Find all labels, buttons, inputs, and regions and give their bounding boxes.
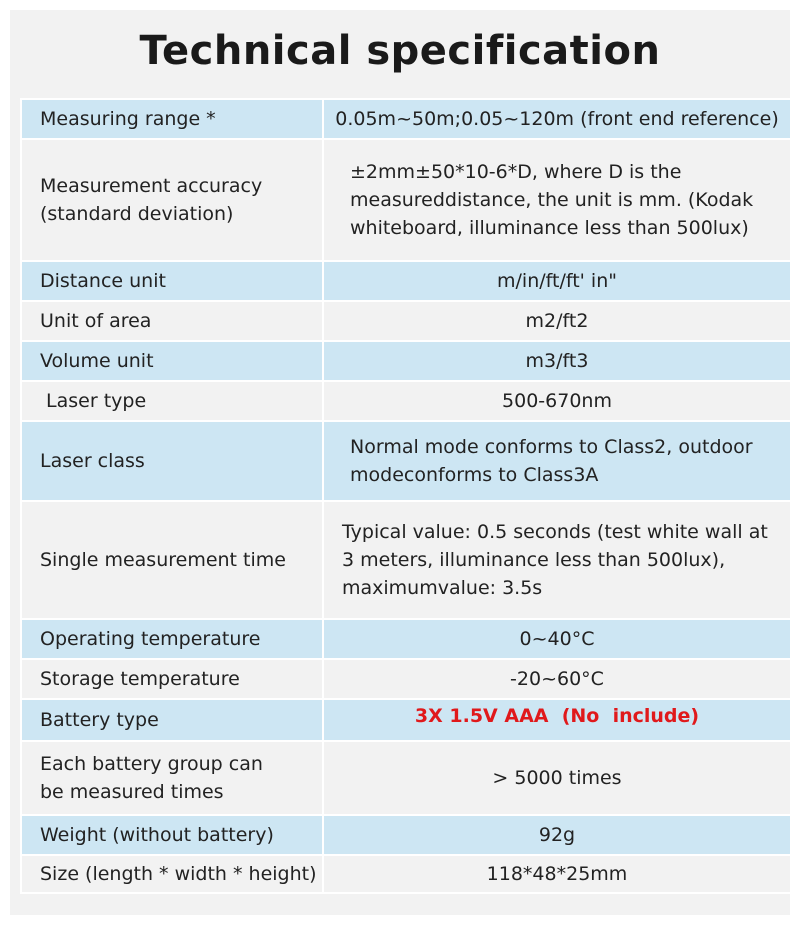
row-value: 500-670nm [323, 381, 791, 421]
row-value: ±2mm±50*10-6*D, where D is the measureddistance, the unit is mm. (Kodak whiteboard, illuminance less than 500lux) [323, 139, 791, 261]
table-row [21, 815, 791, 855]
row-label: Storage temperature [21, 659, 323, 699]
table-row [21, 261, 791, 301]
row-label: Volume unit [21, 341, 323, 381]
row-value: -20~60°C [323, 659, 791, 699]
row-value: m/in/ft/ft' in" [323, 261, 791, 301]
row-label: Single measurement time [21, 501, 323, 619]
row-value: 0.05m~50m;0.05~120m (front end reference) [323, 99, 791, 139]
table-row [21, 139, 791, 261]
table-row [21, 741, 791, 815]
row-value: 0~40°C [323, 619, 791, 659]
table-row [21, 699, 791, 741]
row-value: > 5000 times [323, 741, 791, 815]
table-row [21, 421, 791, 501]
row-label: Size (length * width * height) [21, 855, 323, 893]
row-label: Weight (without battery) [21, 815, 323, 855]
row-label: Battery type [21, 699, 323, 741]
page-title: Technical specification [139, 28, 661, 74]
row-label: Laser class [21, 421, 323, 501]
table-row [21, 659, 791, 699]
battery-type-value: 3X 1.5V AAA (No include) [414, 705, 700, 727]
row-label: Measurement accuracy (standard deviation) [21, 139, 323, 261]
row-value: 92g [323, 815, 791, 855]
battery-value-cell [323, 699, 791, 741]
spec-table [20, 98, 792, 894]
table-row [21, 99, 791, 139]
row-value: m2/ft2 [323, 301, 791, 341]
row-value: 118*48*25mm [323, 855, 791, 893]
row-value: Normal mode conforms to Class2, outdoor modeconforms to Class3A [323, 421, 791, 501]
table-row [21, 855, 791, 893]
row-label: Distance unit [21, 261, 323, 301]
table-row [21, 341, 791, 381]
table-row [21, 301, 791, 341]
row-label: Laser type [21, 381, 323, 421]
row-label: Measuring range * [21, 99, 323, 139]
spec-sheet [10, 10, 790, 915]
row-label: Operating temperature [21, 619, 323, 659]
table-row [21, 501, 791, 619]
row-value: Typical value: 0.5 seconds (test white wall at 3 meters, illuminance less than 500lux), maximumvalue: 3.5s [323, 501, 791, 619]
row-label: Unit of area [21, 301, 323, 341]
table-row [21, 381, 791, 421]
row-label: Each battery group can be measured times [21, 741, 323, 815]
row-value: m3/ft3 [323, 341, 791, 381]
table-row [21, 619, 791, 659]
